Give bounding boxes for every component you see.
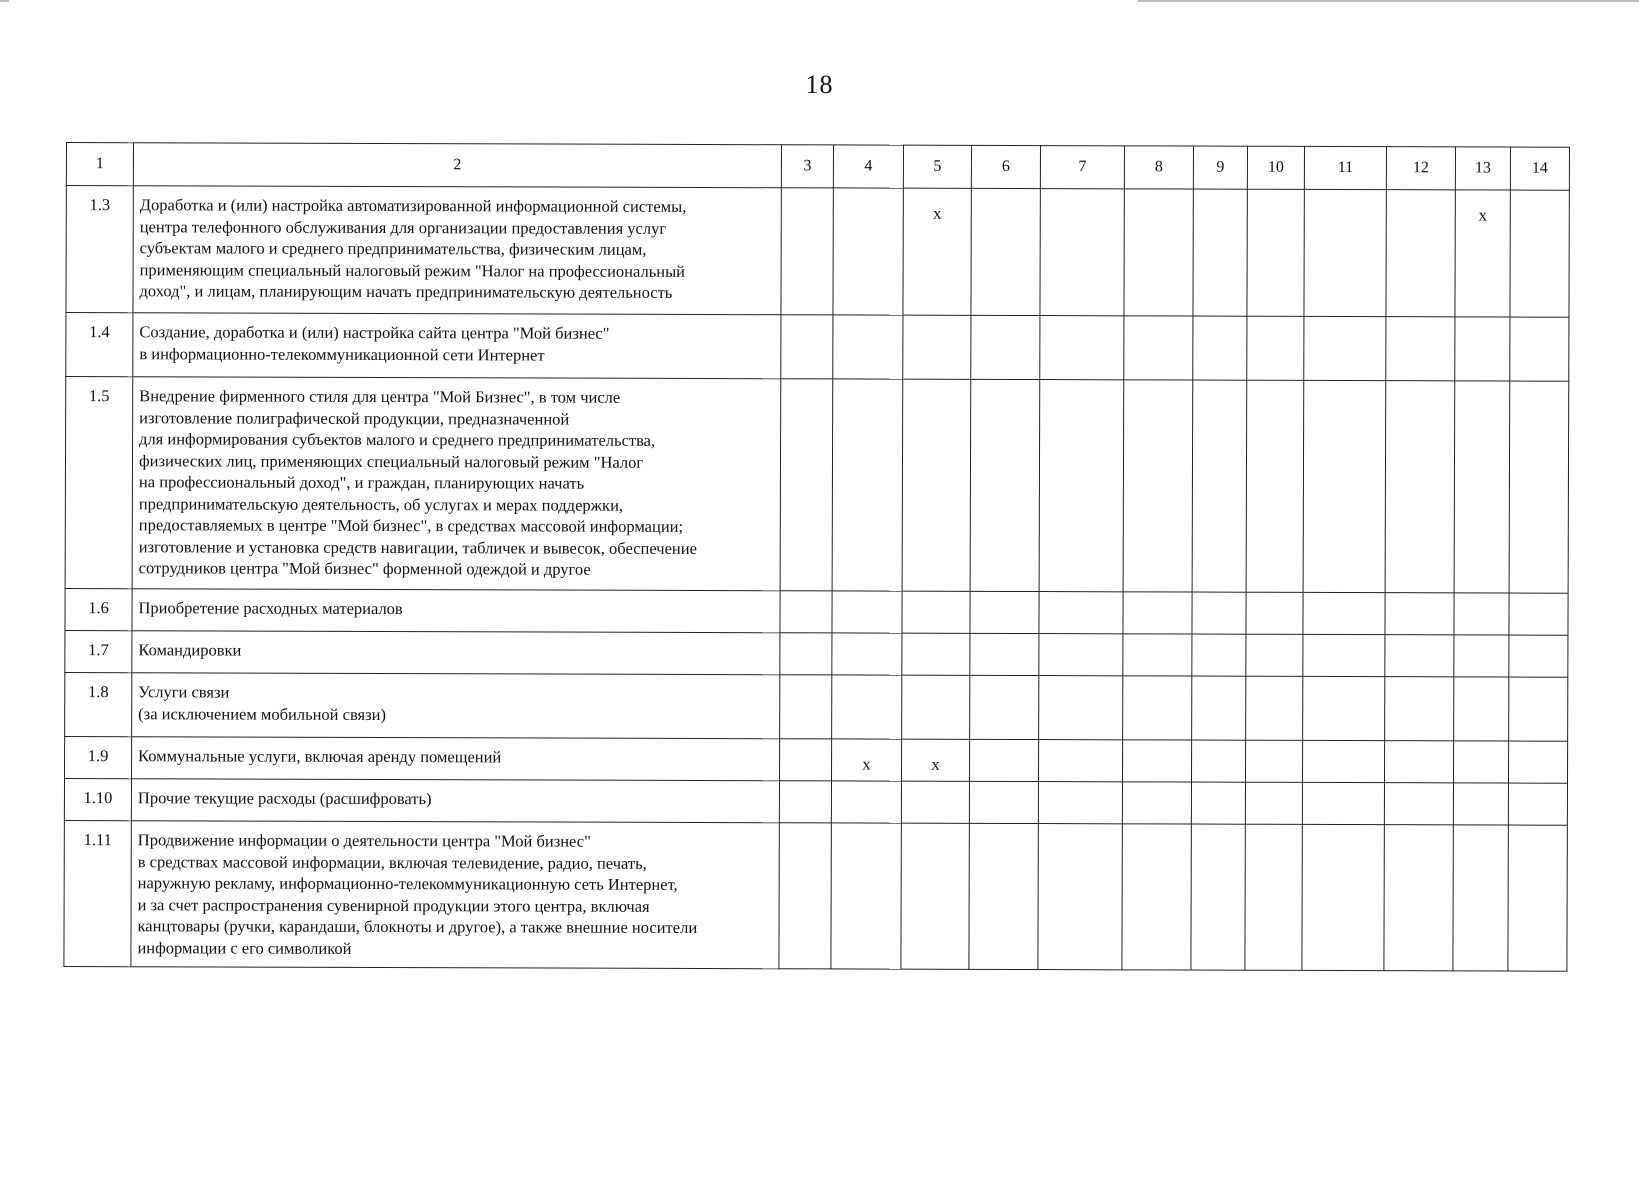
mark-cell-col-14	[1509, 593, 1568, 635]
mark-cell-col-10	[1246, 380, 1304, 592]
mark-cell-col-11	[1304, 189, 1386, 316]
column-header-13: 13	[1455, 147, 1510, 190]
mark-cell-col-5	[902, 675, 970, 739]
mark-cell-col-13	[1454, 593, 1509, 635]
mark-cell-col-9	[1193, 189, 1247, 316]
mark-cell-col-4: х	[831, 739, 901, 781]
mark-cell-col-3	[780, 633, 832, 675]
mark-cell-col-10	[1245, 740, 1302, 782]
mark-cell-col-10	[1245, 824, 1302, 970]
table-row	[65, 672, 1568, 741]
row-description	[131, 779, 779, 823]
mark-cell-col-11	[1302, 782, 1384, 824]
table-row	[64, 820, 1567, 971]
mark-cell-col-14	[1510, 317, 1569, 381]
description-line: изготовление и установка средств навигации, табличек и вывесок, обеспечение	[138, 536, 697, 558]
mark-cell-col-13	[1454, 635, 1509, 677]
expense-table	[63, 142, 1570, 972]
description-line: Создание, доработка и (или) настройка сайта центра "Мой бизнес"	[139, 322, 610, 343]
table-row	[64, 778, 1567, 825]
mark-cell-col-9	[1192, 634, 1246, 676]
column-header-9: 9	[1193, 146, 1247, 189]
mark-cell-col-8	[1122, 824, 1191, 970]
mark-cell-col-9	[1192, 380, 1247, 592]
description-line: Коммунальные услуги, включая аренду помещений	[138, 746, 502, 767]
mark-cell-col-8	[1123, 676, 1192, 740]
mark-cell-col-9	[1192, 592, 1246, 634]
table-row	[65, 630, 1568, 677]
header-row	[66, 143, 1569, 191]
mark-cell-col-4	[832, 591, 902, 633]
mark-cell-col-6	[970, 633, 1039, 675]
description-line: применяющим специальный налоговый режим "Налог на профессиональный	[139, 259, 686, 281]
mark-cell-col-13: х	[1455, 190, 1510, 317]
mark-cell-col-7	[1039, 634, 1123, 676]
row-description	[131, 821, 779, 969]
mark-cell-col-9	[1193, 316, 1247, 380]
description-line: Прочие текущие расходы (расшифровать)	[137, 788, 432, 809]
mark-cell-col-13	[1453, 741, 1508, 783]
mark-cell-col-7	[1038, 740, 1122, 782]
page-number: 18	[805, 70, 834, 99]
mark-cell-col-7	[1039, 676, 1123, 740]
table-row	[66, 186, 1569, 318]
description-line: доход", и лицам, планирующим начать предпринимательскую деятельность	[139, 281, 673, 302]
mark-cell-col-7	[1038, 824, 1122, 970]
column-header-8: 8	[1124, 146, 1193, 189]
mark-cell-col-3	[780, 591, 832, 633]
description-line: на профессиональный доход", и граждан, планирующих начать	[138, 472, 585, 493]
mark-cell-col-14	[1510, 190, 1569, 317]
mark-cell-col-8	[1124, 189, 1193, 316]
column-header-4: 4	[833, 145, 903, 188]
row-description	[133, 313, 781, 379]
mark-cell-col-7	[1039, 592, 1123, 634]
mark-cell-col-4	[831, 823, 901, 969]
row-description	[132, 673, 780, 739]
mark-cell-col-5	[902, 591, 970, 633]
column-header-3: 3	[781, 145, 833, 188]
mark-cell-col-12	[1384, 783, 1453, 825]
mark-cell-col-10	[1245, 782, 1302, 824]
row-number: 1.7	[65, 630, 132, 672]
mark-cell-col-3	[779, 739, 831, 781]
mark-cell-col-5: х	[903, 188, 971, 315]
mark-cell-col-6	[970, 591, 1039, 633]
description-line: (за исключением мобильной связи)	[138, 703, 387, 724]
mark-cell-col-14	[1509, 635, 1568, 677]
row-number: 1.10	[64, 778, 131, 820]
mark-cell-col-7	[1040, 189, 1124, 316]
mark-cell-col-11	[1303, 676, 1385, 740]
row-number: 1.3	[66, 186, 133, 313]
mark-cell-col-12	[1385, 677, 1454, 741]
mark-cell-col-6	[970, 379, 1040, 591]
description-line: Командировки	[138, 640, 242, 660]
mark-cell-col-8	[1123, 592, 1192, 634]
description-line: предпринимательскую деятельность, об услугах и мерах поддержки,	[138, 493, 624, 515]
mark-cell-col-6	[971, 188, 1040, 315]
mark-cell-col-6	[969, 823, 1038, 969]
mark-cell-col-11	[1302, 824, 1384, 970]
mark-cell-col-11	[1303, 592, 1385, 634]
row-number: 1.11	[64, 820, 131, 966]
mark-cell-col-3	[779, 823, 831, 969]
mark-cell-col-14	[1508, 825, 1567, 971]
mark-cell-col-4	[832, 379, 903, 591]
description-line: в средствах массовой информации, включая телевидение, радио, печать,	[137, 851, 647, 873]
mark-cell-col-7	[1038, 782, 1122, 824]
mark-cell-col-8	[1123, 380, 1193, 592]
mark-cell-col-6	[969, 739, 1038, 781]
description-line: изготовление полиграфической продукции, предназначенной	[139, 407, 570, 429]
mark-cell-col-5	[901, 823, 969, 969]
mark-cell-col-13	[1453, 783, 1508, 825]
row-description	[132, 737, 780, 781]
mark-cell-col-12	[1385, 593, 1454, 635]
mark-cell-col-6	[970, 675, 1039, 739]
mark-cell-col-14	[1508, 783, 1567, 825]
description-line: канцтовары (ручки, карандаши, блокноты и другое), а также внешние носители	[137, 916, 698, 937]
column-header-5: 5	[903, 145, 971, 188]
mark-cell-col-5	[901, 781, 969, 823]
description-line: сотрудников центра "Мой бизнес" форменной одеждой и другое	[138, 558, 591, 579]
mark-cell-col-12	[1384, 825, 1453, 971]
mark-cell-col-3	[781, 188, 833, 315]
mark-cell-col-14	[1509, 677, 1568, 741]
mark-cell-col-8	[1122, 740, 1191, 782]
mark-cell-col-8	[1122, 782, 1191, 824]
mark-cell-col-13	[1453, 825, 1508, 971]
row-description	[132, 377, 781, 591]
mark-cell-col-13	[1455, 317, 1510, 381]
description-line: информации с его символикой	[137, 937, 352, 958]
row-description	[132, 631, 780, 675]
description-line: Приобретение расходных материалов	[138, 598, 403, 619]
row-number: 1.5	[65, 377, 133, 589]
mark-cell-col-3	[779, 781, 831, 823]
mark-cell-col-10	[1246, 634, 1303, 676]
mark-cell-col-14	[1509, 381, 1569, 593]
description-line: в информационно-телекоммуникационной сети Интернет	[139, 343, 545, 365]
mark-cell-col-5	[902, 379, 971, 591]
table-row	[65, 588, 1568, 635]
mark-cell-col-9	[1191, 740, 1245, 782]
mark-cell-col-7	[1040, 316, 1124, 380]
row-number: 1.9	[65, 736, 132, 778]
description-line: субъектам малого и среднего предпринимательства, физическим лицам,	[139, 238, 647, 259]
mark-cell-col-13	[1454, 677, 1509, 741]
row-number: 1.6	[65, 588, 132, 630]
mark-cell-col-5: х	[901, 739, 969, 781]
row-description	[132, 589, 780, 633]
table-row	[65, 736, 1568, 783]
mark-cell-col-6	[969, 781, 1038, 823]
mark-cell-col-8	[1124, 316, 1193, 380]
scan-edge-left	[0, 0, 9, 2]
mark-cell-col-9	[1192, 676, 1246, 740]
table-body	[64, 143, 1570, 972]
mark-cell-col-3	[780, 379, 833, 591]
mark-cell-col-7	[1039, 380, 1124, 592]
mark-cell-col-10	[1247, 189, 1304, 316]
description-line: Услуги связи	[138, 682, 230, 702]
mark-cell-col-3	[780, 675, 832, 739]
mark-cell-col-12	[1385, 635, 1454, 677]
mark-cell-col-9	[1191, 824, 1245, 970]
description-line: предоставляемых в центре "Мой бизнес", в средствах массовой информации;	[138, 515, 684, 536]
mark-cell-col-11	[1302, 740, 1384, 782]
mark-cell-col-6	[971, 315, 1040, 379]
scan-edge-right	[1138, 0, 1639, 2]
mark-cell-col-4	[832, 675, 902, 739]
description-line: физических лиц, применяющих специальный налоговый режим "Налог	[138, 450, 644, 472]
mark-cell-col-13	[1454, 381, 1510, 593]
mark-cell-col-9	[1191, 782, 1245, 824]
row-number: 1.4	[66, 313, 133, 377]
description-line: Внедрение фирменного стиля для центра "Мой Бизнес", в том числе	[139, 386, 621, 407]
mark-cell-col-12	[1386, 190, 1455, 317]
mark-cell-col-14	[1508, 741, 1567, 783]
description-line: наружную рекламу, информационно-телекоммуникационную сеть Интернет,	[137, 873, 678, 894]
mark-cell-col-12	[1385, 381, 1455, 593]
mark-cell-col-5	[902, 633, 970, 675]
mark-cell-col-3	[781, 315, 833, 379]
column-header-12: 12	[1386, 147, 1455, 190]
mark-cell-col-4	[833, 188, 903, 315]
mark-cell-col-4	[832, 633, 902, 675]
mark-cell-col-5	[903, 315, 971, 379]
row-number: 1.8	[65, 672, 132, 736]
column-header-10: 10	[1247, 146, 1304, 189]
column-header-2: 2	[133, 143, 781, 188]
mark-cell-col-4	[833, 315, 903, 379]
column-header-14: 14	[1510, 147, 1569, 190]
mark-cell-col-11	[1303, 380, 1386, 592]
column-header-6: 6	[971, 145, 1040, 188]
description-line: Продвижение информации о деятельности центра "Мой бизнес"	[137, 830, 591, 851]
description-line: и за счет распространения сувенирной продукции этого центра, включая	[137, 894, 650, 916]
mark-cell-col-11	[1304, 316, 1386, 380]
column-header-7: 7	[1040, 146, 1124, 189]
mark-cell-col-10	[1247, 316, 1304, 380]
mark-cell-col-12	[1386, 317, 1455, 381]
description-line: для информирования субъектов малого и среднего предпринимательства,	[139, 429, 656, 450]
column-header-11: 11	[1304, 146, 1386, 189]
table-row	[65, 377, 1569, 594]
mark-cell-col-4	[831, 781, 901, 823]
row-description	[133, 186, 781, 315]
description-line: Доработка и (или) настройка автоматизированной информационной системы,	[139, 195, 687, 216]
mark-cell-col-11	[1303, 634, 1385, 676]
column-header-1: 1	[66, 143, 133, 186]
description-line: центра телефонного обслуживания для организации предоставления услуг	[139, 216, 667, 238]
mark-cell-col-10	[1246, 676, 1303, 740]
mark-cell-col-12	[1384, 741, 1453, 783]
mark-cell-col-8	[1123, 634, 1192, 676]
table-row	[66, 313, 1569, 382]
mark-cell-col-10	[1246, 592, 1303, 634]
